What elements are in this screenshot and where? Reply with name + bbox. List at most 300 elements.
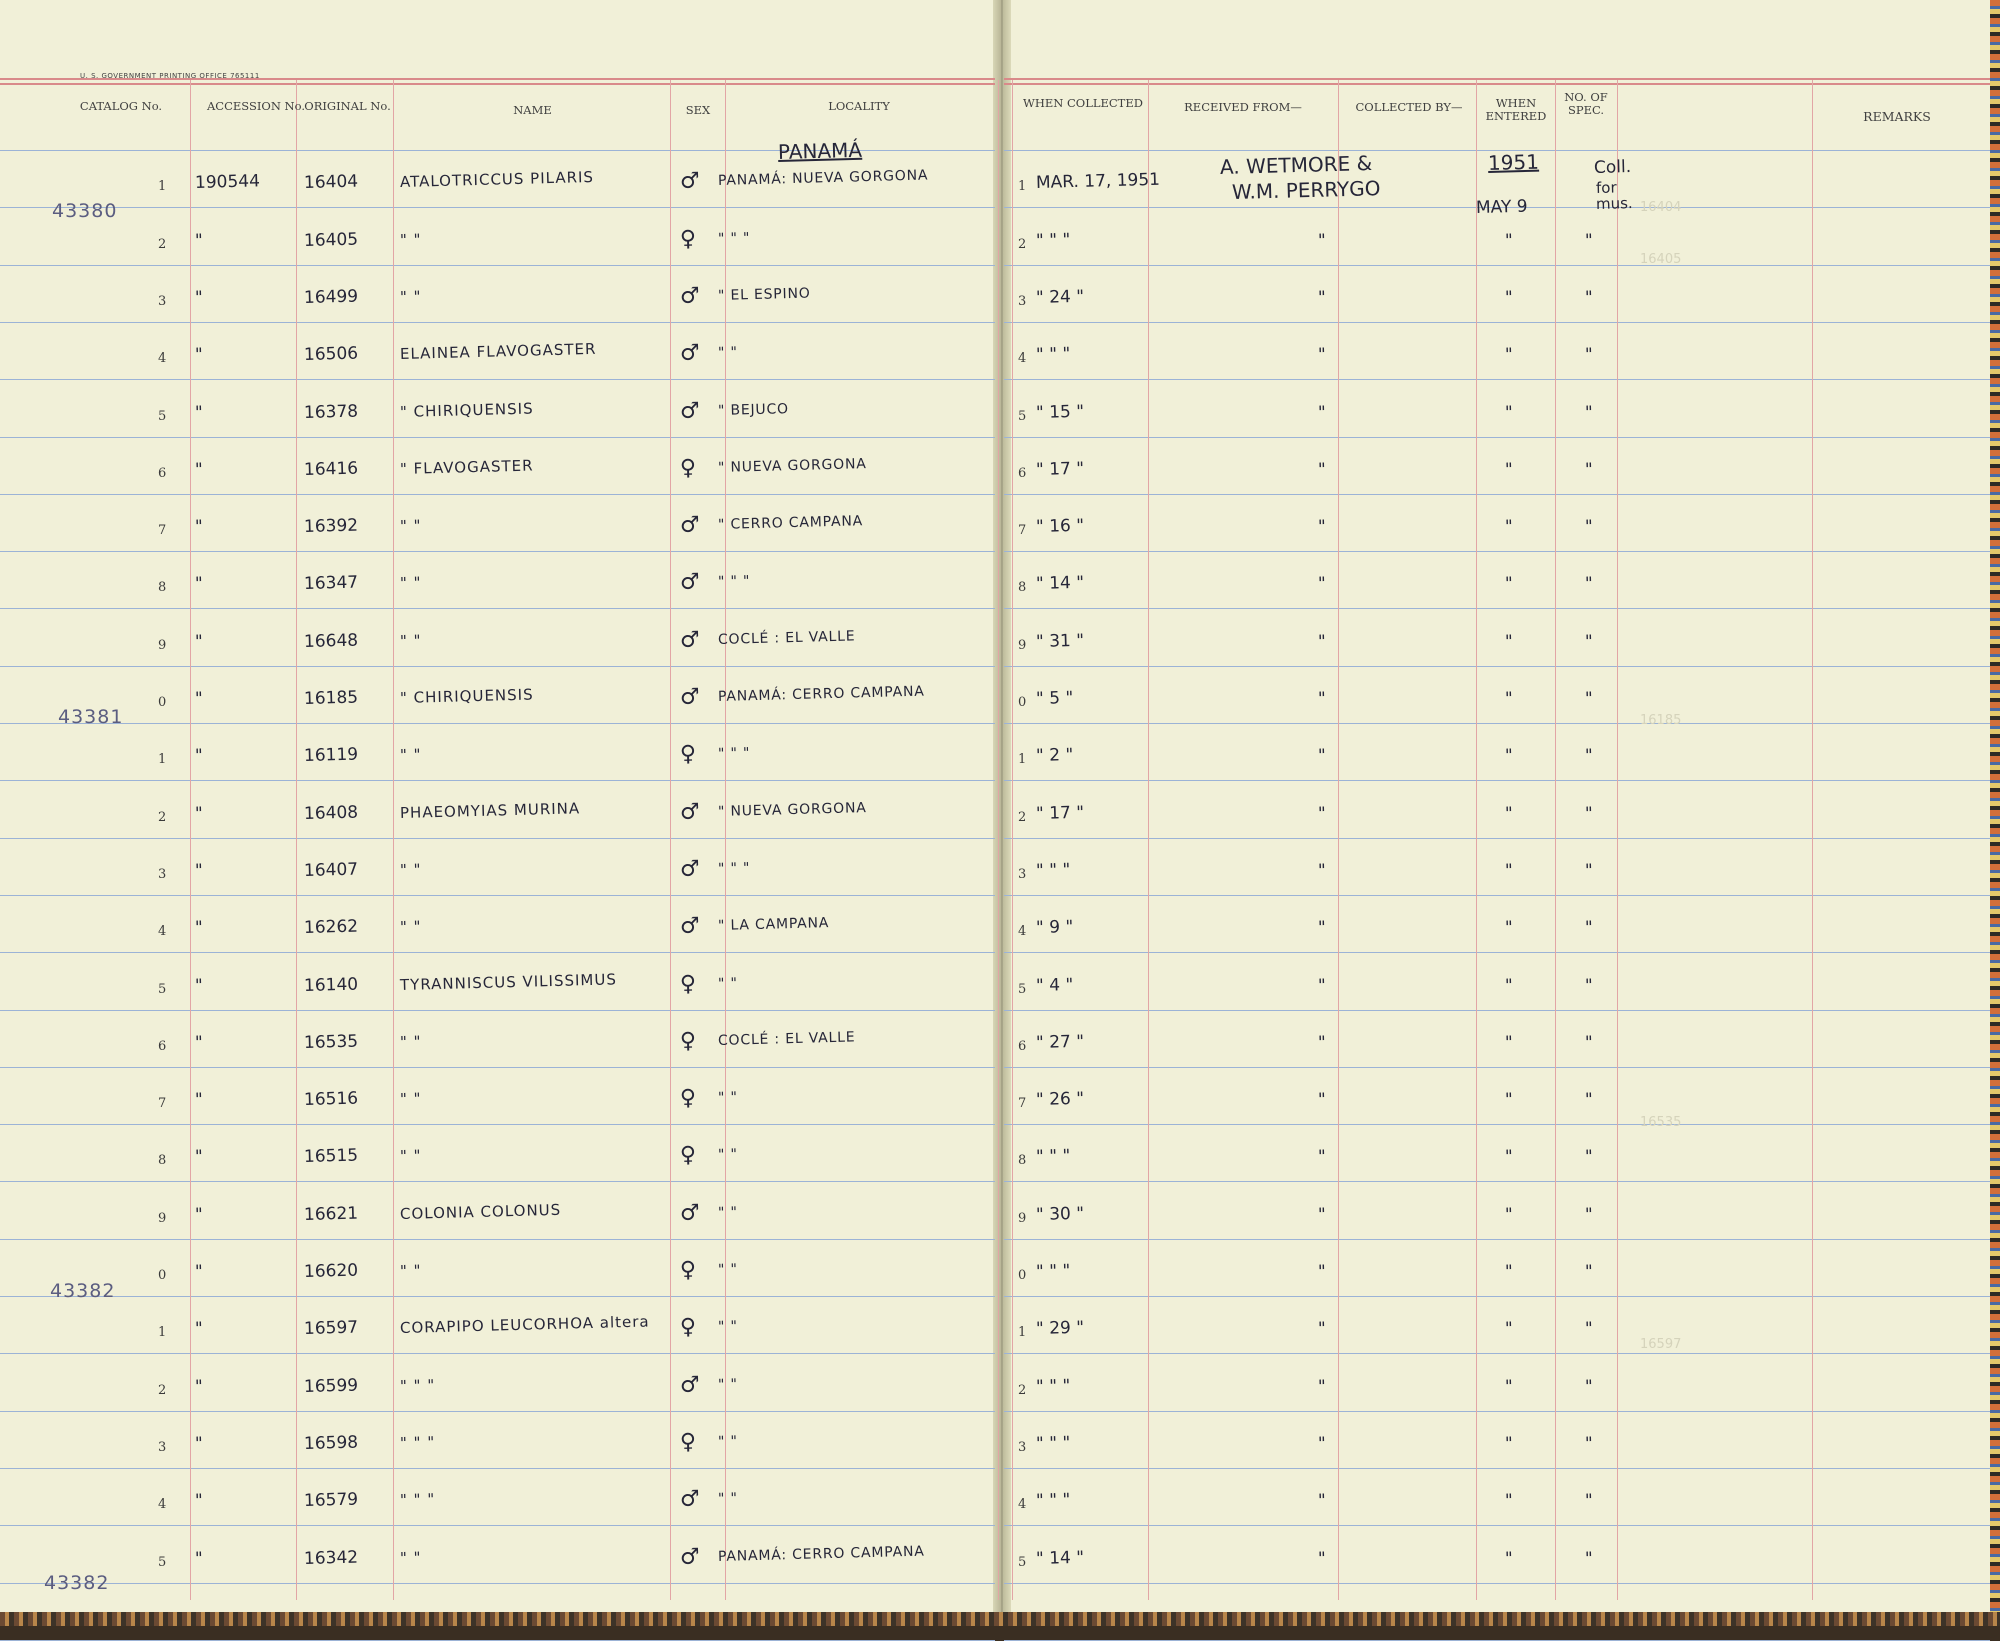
row-digit: 6 xyxy=(158,465,167,481)
ruled-line xyxy=(1004,1583,1990,1584)
catalog-number: 43381 xyxy=(58,706,124,728)
date-collected: " 30 " xyxy=(1035,1203,1085,1225)
locality: " " " xyxy=(717,573,751,591)
locality: " EL ESPINO xyxy=(717,285,811,304)
sex-symbol: ♂ xyxy=(679,856,701,882)
sex-symbol: ♂ xyxy=(679,684,701,710)
received-from: " xyxy=(1317,1490,1327,1512)
sex-symbol: ♂ xyxy=(679,397,701,424)
original-number: 16506 xyxy=(303,343,359,366)
header-rule xyxy=(0,83,995,85)
date-collected: " " " xyxy=(1035,229,1071,251)
date-entered: " xyxy=(1504,631,1514,652)
row-digit-right: 4 xyxy=(1018,924,1027,940)
date-entered: " xyxy=(1504,1433,1514,1454)
ledger-book: U. S. GOVERNMENT PRINTING OFFICE 765111 CATALOG No. ACCESSION No. ORIGINAL No. NAME SEX LOCALITY WHEN COLLECTED RECEIVED FROM— COLLECTED BY— WHEN ENTERED NO. OF SPEC. REMARKS PANAMÁ A. WETMORE & W.M. PERRYGO 1951 MAY 9 Coll. for mus. 43380 43381 43382 43382 16404 16405 16185 16535 16597 1 190544 16404 ATALOTRICCUS PILARIS ♂ PANAMÁ: NUEVA GORGONA 1 MAR. 17, 1951 2 " 16405 " " ♀ " " " 2 " " " " " " 3 " 16499 " " ♂ " EL ESPINO 3 " 24 " " " " 4 " 16506 ELAINEA FLAVOGASTER ♂ " " 4 " " " " " " 5 " 16378 " CHIRIQUENSIS ♂ " BEJUCO 5 " 15 " " " " 6 " 16416 " FLAVOGASTER ♀ " NUEVA GORGONA 6 " 17 " " " " 7 " 16392 " " ♂ " CERRO CAMPANA 7 " 16 " " " " 8 " 16347 " " ♂ " " " 8 " 14 " " " " 9 " 16648 " " ♂ COCLÉ : EL VALLE 9 " 31 " " " " 0 " 16185 " CHIRIQUENSIS ♂ PANAMÁ: CERRO CAMPANA 0 " 5 " " " " 1 " 16119 " " ♀ " " " 1 " 2 " " " " 2 " 16408 PHAEOMYIAS MURINA ♂ " NUEVA GORGONA 2 " 17 " " " " 3 " 16407 " " ♂ " " " 3 " " " " " " 4 " 16262 " " ♂ " LA CAMPANA 4 " 9 " " " " 5 " 16140 TYRANNISCUS VILISSIMUS ♀ " " 5 " 4 " " " " 6 " 16535 " " ♀ COCLÉ : EL VALLE 6 " 27 " " " " 7 " 16516 " " ♀ " " 7 " 26 " " " " 8 " 16515 " " ♀ " " 8 " " " " " " 9 " 16621 COLONIA COLONUS ♂ " " 9 " 30 " " " " 0 " 16620 " " ♀ " " 0 " " " " " " 1 " 16597 CORAPIPO LEUCORHOA altera ♀ " " 1 " 29 " " " " 2 " 16599 " " " ♂ " " 2 " " " " " " 3 " 16598 " " " ♀ " " 3 " " " " " " 4 " 16579 " " " ♂ " " 4 " " " " " " 5 " 16342 " " ♂ PANAMÁ: CERRO CAMPANA 5 " 14 " " " " xyxy=(0,0,2000,1626)
date-collected: " 17 " xyxy=(1035,802,1085,824)
species-name: " " xyxy=(399,1032,422,1051)
ruled-line xyxy=(1004,1124,1990,1125)
locality: " " xyxy=(717,1490,738,1508)
received-from: " xyxy=(1317,1376,1327,1397)
species-name: " " xyxy=(399,1089,422,1109)
ruled-line xyxy=(0,1239,995,1240)
accession-number: " xyxy=(194,803,204,824)
ruled-line xyxy=(1004,780,1990,781)
species-name: " " xyxy=(399,860,422,879)
row-digit-right: 7 xyxy=(1018,523,1027,539)
column-rule xyxy=(1338,80,1339,1600)
received-from: " xyxy=(1317,1032,1327,1053)
entered-year: 1951 xyxy=(1487,149,1540,175)
book-gutter xyxy=(993,0,1011,1612)
catalog-number: 43382 xyxy=(44,1572,110,1594)
date-collected: MAR. 17, 1951 xyxy=(1035,170,1161,194)
locality: " LA CAMPANA xyxy=(717,915,830,935)
date-entered: " xyxy=(1504,516,1514,538)
ruled-line xyxy=(0,1411,995,1412)
row-digit: 5 xyxy=(158,981,167,997)
row-digit: 7 xyxy=(158,1096,167,1112)
ruled-line xyxy=(0,1583,995,1584)
header-original: ORIGINAL No. xyxy=(304,99,391,113)
species-name: ATALOTRICCUS PILARIS xyxy=(399,168,595,192)
sex-symbol: ♂ xyxy=(679,799,701,825)
specimen-count: " xyxy=(1584,1204,1594,1225)
row-digit-right: 1 xyxy=(1018,1325,1027,1341)
row-digit-right: 5 xyxy=(1018,408,1027,424)
column-rule xyxy=(1555,80,1556,1600)
row-digit: 3 xyxy=(158,293,167,309)
column-rule xyxy=(296,80,297,1600)
accession-number: " xyxy=(194,631,204,652)
sex-symbol: ♂ xyxy=(679,283,701,309)
sex-symbol: ♂ xyxy=(679,512,701,539)
date-entered: " xyxy=(1504,287,1514,308)
accession-number: " xyxy=(194,1261,204,1282)
accession-number: " xyxy=(194,1204,204,1225)
date-entered: " xyxy=(1504,746,1514,767)
ruled-line xyxy=(0,895,995,896)
ruled-line xyxy=(0,723,995,724)
date-collected: " 15 " xyxy=(1035,401,1085,423)
ruled-line xyxy=(0,207,995,208)
locality: " " xyxy=(717,1089,738,1107)
column-rule xyxy=(725,80,726,1600)
original-number: 16342 xyxy=(303,1547,359,1569)
ruled-line xyxy=(1004,1067,1990,1068)
sex-symbol: ♂ xyxy=(679,569,701,596)
accession-number: " xyxy=(194,917,204,939)
received-from: " xyxy=(1317,688,1327,709)
ruled-line xyxy=(0,322,995,323)
row-digit-right: 1 xyxy=(1018,179,1027,195)
locality: " NUEVA GORGONA xyxy=(717,455,867,476)
row-digit-right: 5 xyxy=(1018,981,1027,997)
collector-line-2: W.M. PERRYGO xyxy=(1231,176,1381,204)
row-digit-right: 6 xyxy=(1018,1038,1027,1054)
sex-symbol: ♂ xyxy=(679,168,701,195)
date-entered: " xyxy=(1504,1204,1514,1225)
date-collected: " 26 " xyxy=(1035,1088,1085,1111)
header-name: NAME xyxy=(513,103,552,117)
sex-symbol: ♂ xyxy=(679,1200,701,1226)
row-digit: 0 xyxy=(158,1268,167,1283)
row-digit: 1 xyxy=(158,1325,167,1341)
sex-symbol: ♀ xyxy=(679,1028,697,1054)
date-collected: " 17 " xyxy=(1035,458,1085,480)
header-received-from: RECEIVED FROM— xyxy=(1184,100,1302,114)
catalog-number: 43382 xyxy=(50,1280,116,1302)
ruled-line xyxy=(0,1353,995,1354)
locality: " BEJUCO xyxy=(717,400,790,419)
received-from: " xyxy=(1317,1548,1327,1569)
species-name: " " xyxy=(399,287,422,306)
specimen-count: " xyxy=(1584,1490,1594,1512)
ruled-line xyxy=(0,1067,995,1068)
original-number: 16515 xyxy=(303,1145,359,1168)
row-digit-right: 4 xyxy=(1018,1497,1027,1513)
species-name: " " xyxy=(399,230,422,249)
spec-line-1: Coll. xyxy=(1593,157,1632,178)
sex-symbol: ♀ xyxy=(679,1142,697,1169)
accession-number: " xyxy=(194,230,204,251)
specimen-count: " xyxy=(1584,1376,1594,1397)
accession-number: " xyxy=(194,746,204,767)
accession-number: " xyxy=(194,688,204,709)
locality: " " xyxy=(717,974,738,992)
row-digit: 2 xyxy=(158,1382,167,1398)
ruled-line xyxy=(1004,265,1990,266)
specimen-count: " xyxy=(1584,1147,1594,1168)
locality: " NUEVA GORGONA xyxy=(717,799,867,820)
received-from: " xyxy=(1317,1319,1327,1340)
column-rule xyxy=(1012,80,1013,1600)
original-number: 16185 xyxy=(303,687,359,709)
ruled-line xyxy=(0,608,995,609)
sex-symbol: ♀ xyxy=(679,1257,697,1283)
header-rule xyxy=(1004,78,1990,80)
column-rule xyxy=(1617,80,1618,1600)
sex-symbol: ♀ xyxy=(679,1429,697,1455)
header-catalog: CATALOG No. xyxy=(79,99,163,113)
ruled-line xyxy=(0,551,995,552)
date-collected: " 27 " xyxy=(1035,1031,1085,1053)
right-page xyxy=(1004,0,1990,1612)
original-number: 16392 xyxy=(303,515,359,538)
ruled-line xyxy=(0,780,995,781)
original-number: 16579 xyxy=(303,1489,359,1512)
date-collected: " " " xyxy=(1035,344,1071,366)
species-name: " " xyxy=(399,1261,422,1280)
received-from: " xyxy=(1317,1433,1327,1454)
row-digit-right: 0 xyxy=(1018,695,1027,710)
specimen-count: " xyxy=(1584,402,1594,423)
sex-symbol: ♂ xyxy=(679,1543,701,1570)
date-entered: " xyxy=(1504,688,1514,709)
ruled-line xyxy=(1004,838,1990,839)
received-from: " xyxy=(1317,459,1327,480)
accession-number: " xyxy=(194,1433,204,1454)
original-number: 16648 xyxy=(303,630,359,652)
marbled-bottom-edge xyxy=(0,1612,2000,1626)
ruled-line xyxy=(1004,1411,1990,1412)
row-digit-right: 1 xyxy=(1018,752,1027,768)
entered-date: MAY 9 xyxy=(1475,196,1528,218)
header-when-entered: WHEN ENTERED xyxy=(1485,96,1547,123)
original-number: 16621 xyxy=(303,1203,359,1225)
date-collected: " 14 " xyxy=(1035,1547,1085,1569)
date-collected: " 31 " xyxy=(1035,630,1085,652)
header-accession: ACCESSION No. xyxy=(207,99,305,113)
received-from: " xyxy=(1317,746,1327,767)
date-entered: " xyxy=(1504,917,1514,939)
locality: " " " xyxy=(717,860,751,877)
accession-number: " xyxy=(194,975,204,996)
accession-number: " xyxy=(194,344,204,366)
marbled-edge xyxy=(1990,0,2000,1612)
ruled-line xyxy=(0,494,995,495)
header-remarks: REMARKS xyxy=(1863,109,1931,124)
sex-symbol: ♀ xyxy=(679,226,697,252)
catalog-number: 43380 xyxy=(52,200,118,222)
ruled-line xyxy=(1004,551,1990,552)
header-no-of-spec: NO. OF SPEC. xyxy=(1564,90,1608,117)
specimen-count: " xyxy=(1584,1261,1594,1282)
spec-line-2: for xyxy=(1595,178,1617,197)
row-digit: 2 xyxy=(158,809,167,825)
locality: PANAMÁ: CERRO CAMPANA xyxy=(717,683,925,705)
species-name: " " xyxy=(399,573,422,593)
date-entered: " xyxy=(1504,975,1514,996)
species-name: " " " xyxy=(399,1432,436,1452)
specimen-count: " xyxy=(1584,287,1594,308)
original-number: 16378 xyxy=(303,401,359,423)
locality: PANAMÁ: CERRO CAMPANA xyxy=(717,1543,925,1565)
sex-symbol: ♀ xyxy=(679,971,697,997)
date-collected: " 24 " xyxy=(1035,286,1085,308)
specimen-count: " xyxy=(1584,917,1594,939)
specimen-count: " xyxy=(1584,1433,1594,1454)
accession-number: " xyxy=(194,1319,204,1340)
header-when-collected: WHEN COLLECTED xyxy=(1023,96,1143,110)
row-digit-right: 8 xyxy=(1018,580,1027,596)
header-collected-by: COLLECTED BY— xyxy=(1355,100,1463,114)
sex-symbol: ♀ xyxy=(679,1085,697,1112)
received-from: " xyxy=(1317,1261,1327,1282)
locality: " CERRO CAMPANA xyxy=(717,513,864,534)
specimen-count: " xyxy=(1584,803,1594,824)
ruled-line xyxy=(0,1181,995,1182)
species-name: " " xyxy=(399,1547,422,1567)
accession-number: " xyxy=(194,1376,204,1397)
date-entered: " xyxy=(1504,1089,1514,1111)
row-digit-right: 0 xyxy=(1018,1268,1027,1283)
locality: " " " xyxy=(717,229,751,247)
accession-number: " xyxy=(194,402,204,423)
ruled-line xyxy=(1004,1468,1990,1469)
ruled-line xyxy=(1004,1010,1990,1011)
species-name: COLONIA COLONUS xyxy=(399,1200,562,1223)
accession-number: " xyxy=(194,1490,204,1512)
received-from: " xyxy=(1317,1204,1327,1225)
specimen-count: " xyxy=(1584,688,1594,709)
received-from: " xyxy=(1317,860,1327,881)
date-collected: " " " xyxy=(1035,859,1071,881)
species-name: " " xyxy=(399,631,422,650)
printer-imprint: U. S. GOVERNMENT PRINTING OFFICE 765111 xyxy=(80,72,260,80)
species-name: " CHIRIQUENSIS xyxy=(399,685,534,707)
specimen-count: " xyxy=(1584,975,1594,996)
row-digit: 8 xyxy=(158,1153,167,1169)
ruled-line xyxy=(1004,379,1990,380)
row-digit: 2 xyxy=(158,236,167,252)
row-digit: 6 xyxy=(158,1038,167,1054)
original-number: 16620 xyxy=(303,1260,359,1282)
ruled-line xyxy=(0,1010,995,1011)
species-name: " FLAVOGASTER xyxy=(399,456,534,478)
ruled-line xyxy=(0,838,995,839)
header-rule xyxy=(1004,83,1990,85)
original-number: 16598 xyxy=(303,1432,359,1454)
header-locality: LOCALITY xyxy=(828,99,890,113)
specimen-count: " xyxy=(1584,1032,1594,1053)
ruled-line xyxy=(0,437,995,438)
row-digit-right: 3 xyxy=(1018,1439,1027,1455)
ruled-line xyxy=(0,952,995,953)
accession-number: " xyxy=(194,287,204,308)
row-digit-right: 6 xyxy=(1018,465,1027,481)
specimen-count: " xyxy=(1584,631,1594,652)
specimen-count: " xyxy=(1584,1089,1594,1111)
row-digit-right: 7 xyxy=(1018,1096,1027,1112)
species-name: " " xyxy=(399,745,422,765)
ruled-line xyxy=(0,265,995,266)
row-digit-right: 2 xyxy=(1018,809,1027,825)
row-digit: 4 xyxy=(158,351,167,367)
ruled-line xyxy=(1004,1525,1990,1526)
date-collected: " " " xyxy=(1035,1375,1071,1397)
sex-symbol: ♀ xyxy=(679,455,697,481)
ruled-line xyxy=(0,666,995,667)
locality: " " xyxy=(717,1204,738,1221)
received-from: " xyxy=(1317,917,1327,939)
ruled-line xyxy=(1004,608,1990,609)
accession-number: " xyxy=(194,1147,204,1168)
sex-symbol: ♀ xyxy=(679,1314,697,1341)
ruled-line xyxy=(1004,895,1990,896)
ruled-line xyxy=(1004,1296,1990,1297)
locality: " " xyxy=(717,1261,738,1278)
date-entered: " xyxy=(1504,344,1514,366)
row-digit-right: 2 xyxy=(1018,1382,1027,1398)
species-name: " " xyxy=(399,1146,422,1166)
received-from: " xyxy=(1317,287,1327,308)
locality: COCLÉ : EL VALLE xyxy=(717,628,856,648)
received-from: " xyxy=(1317,975,1327,996)
ruled-line xyxy=(1004,1239,1990,1240)
ruled-line xyxy=(1004,1353,1990,1354)
row-digit: 0 xyxy=(158,695,167,710)
header-sex: SEX xyxy=(685,103,711,117)
row-digit-right: 9 xyxy=(1018,637,1027,653)
received-from: " xyxy=(1317,1089,1327,1111)
row-digit-right: 4 xyxy=(1018,351,1027,367)
column-rule xyxy=(1812,80,1813,1600)
species-name: CORAPIPO LEUCORHOA altera xyxy=(399,1312,650,1338)
row-digit: 1 xyxy=(158,179,167,195)
date-collected: " " " xyxy=(1035,1261,1071,1282)
accession-number: " xyxy=(194,1089,204,1111)
species-name: " " " xyxy=(399,1375,436,1395)
accession-number: " xyxy=(194,1548,204,1569)
date-entered: " xyxy=(1504,860,1514,881)
original-number: 16499 xyxy=(303,286,359,308)
original-number: 16262 xyxy=(303,916,359,939)
original-number: 16597 xyxy=(303,1317,359,1340)
row-digit: 7 xyxy=(158,523,167,539)
accession-number: " xyxy=(194,574,204,595)
date-collected: " 29 " xyxy=(1035,1318,1085,1340)
specimen-count: " xyxy=(1584,344,1594,366)
received-from: " xyxy=(1317,1147,1327,1168)
ruled-line xyxy=(0,1525,995,1526)
sex-symbol: ♂ xyxy=(679,1486,701,1513)
date-entered: " xyxy=(1504,230,1514,251)
column-rule xyxy=(393,80,394,1600)
date-collected: " " " xyxy=(1035,1432,1071,1454)
locality: " " xyxy=(717,1318,738,1336)
row-digit: 9 xyxy=(158,637,167,653)
locality: " " xyxy=(717,1433,738,1450)
date-collected: " " " xyxy=(1035,1146,1071,1168)
sex-symbol: ♂ xyxy=(679,1372,701,1398)
ruled-line xyxy=(0,1468,995,1469)
row-digit: 8 xyxy=(158,580,167,596)
original-number: 16535 xyxy=(303,1031,359,1053)
date-collected: " 4 " xyxy=(1035,974,1074,996)
locality: " " xyxy=(717,1146,738,1164)
original-number: 16119 xyxy=(303,744,359,767)
spec-line-3: mus. xyxy=(1595,194,1633,213)
date-collected: " 16 " xyxy=(1035,515,1085,538)
ruled-line xyxy=(1004,666,1990,667)
column-rule xyxy=(1476,80,1477,1600)
received-from: " xyxy=(1317,402,1327,423)
received-from: " xyxy=(1317,803,1327,824)
column-rule xyxy=(190,80,191,1600)
species-name: " CHIRIQUENSIS xyxy=(399,399,534,421)
ruled-line xyxy=(1004,494,1990,495)
row-digit-right: 2 xyxy=(1018,236,1027,252)
accession-number: " xyxy=(194,516,204,538)
original-number: 16347 xyxy=(303,572,359,595)
date-entered: " xyxy=(1504,1376,1514,1397)
date-entered: " xyxy=(1504,459,1514,480)
row-digit: 5 xyxy=(158,1554,167,1570)
ruled-line xyxy=(0,379,995,380)
original-number: 16599 xyxy=(303,1375,359,1397)
original-number: 16416 xyxy=(303,458,359,480)
specimen-count: " xyxy=(1584,1548,1594,1569)
sex-symbol: ♂ xyxy=(679,627,701,653)
row-digit-right: 9 xyxy=(1018,1210,1027,1226)
row-digit-right: 8 xyxy=(1018,1153,1027,1169)
date-entered: " xyxy=(1504,574,1514,595)
accession-number: " xyxy=(194,860,204,881)
collector-line-1: A. WETMORE & xyxy=(1219,151,1373,179)
received-from: " xyxy=(1317,631,1327,652)
original-number: 16516 xyxy=(303,1088,359,1111)
